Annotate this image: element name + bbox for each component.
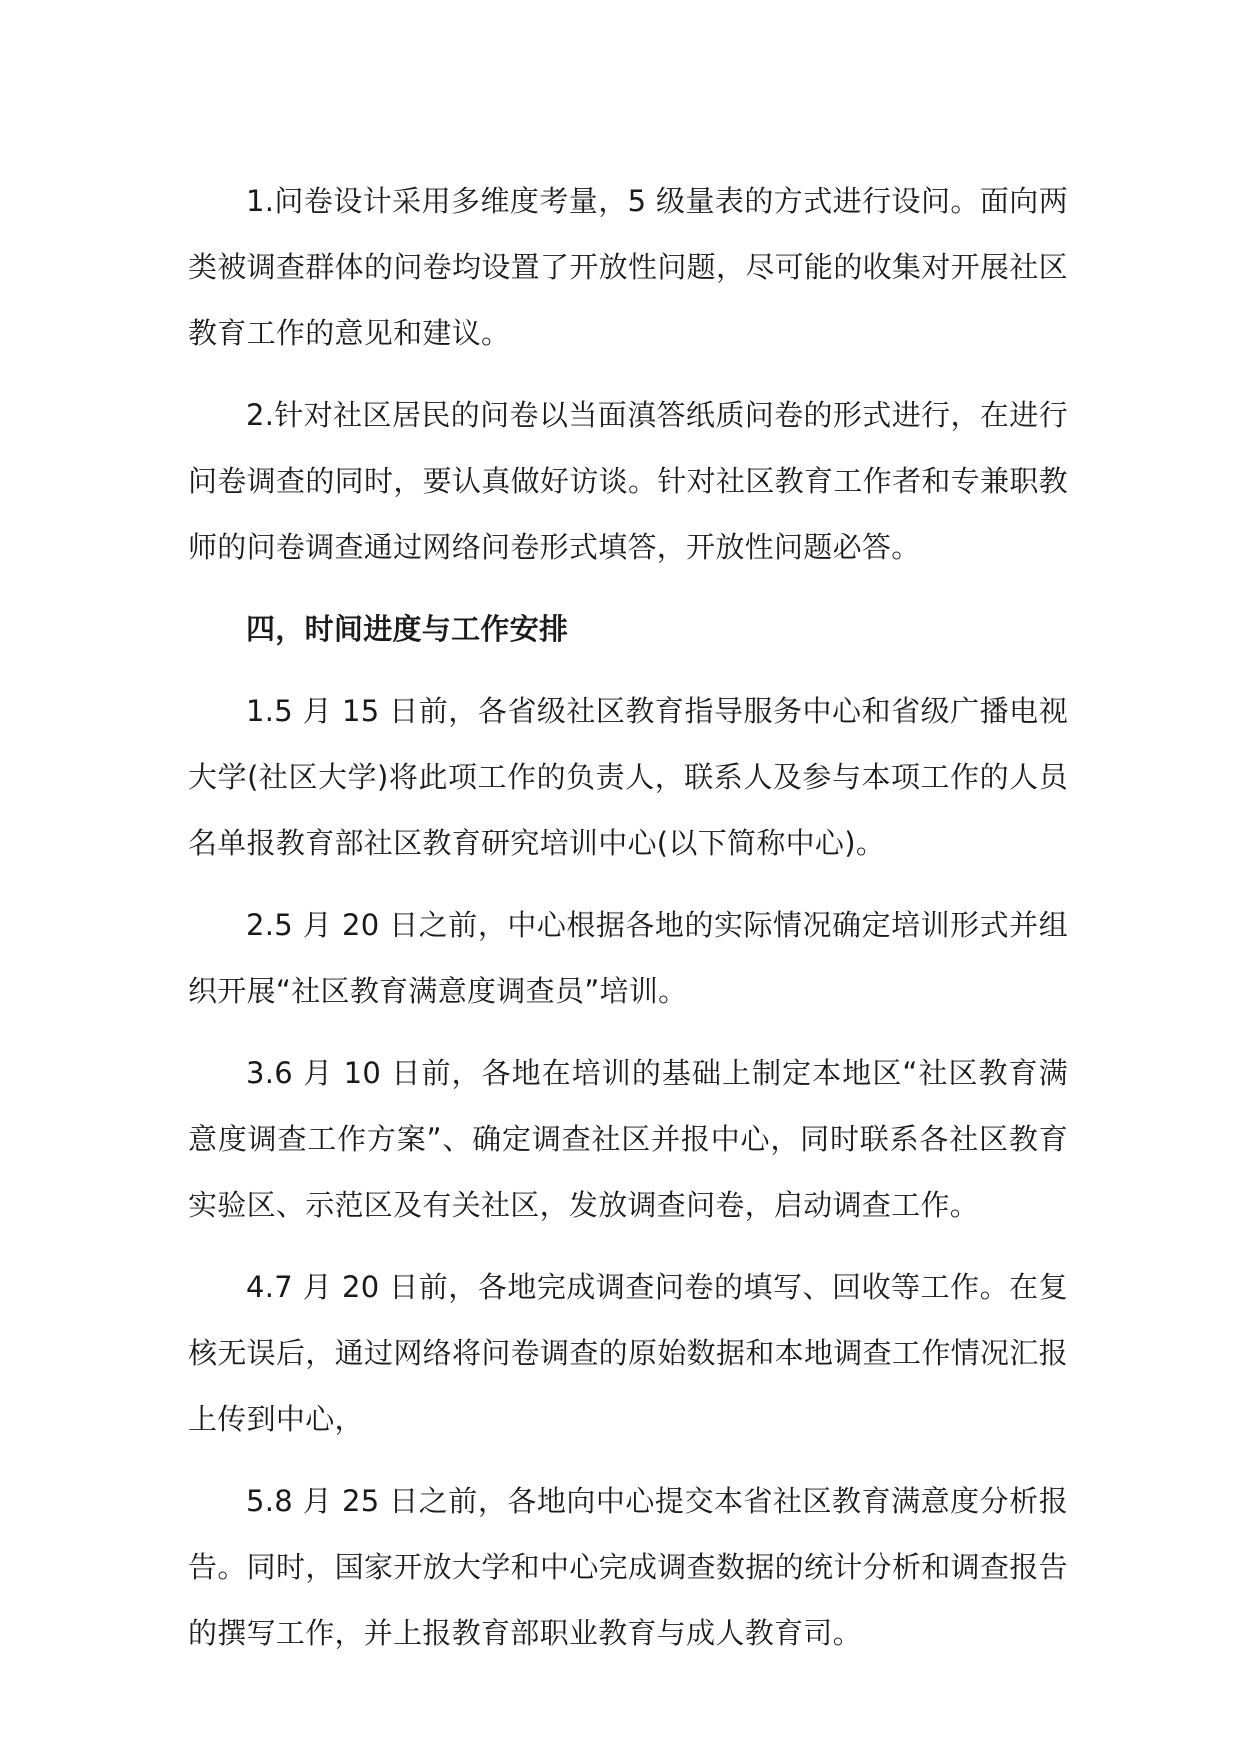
schedule-item-2: 2.5 月 20 日之前，中心根据各地的实际情况确定培训形式并组织开展“社区教育满意度调查员”培训。 bbox=[188, 908, 1068, 1008]
schedule-item-5: 5.8 月 25 日之前，各地向中心提交本省社区教育满意度分析报告。同时，国家开放大学和中心完成调查数据的统计分析和调查报告的撰写工作，并上报教育部职业教育与成人教育司。 bbox=[188, 1484, 1068, 1650]
paragraph-questionnaire-design: 1.问卷设计采用多维度考量，5 级量表的方式进行设问。面向两类被调查群体的问卷均设置了开放性问题，尽可能的收集对开展社区教育工作的意见和建议。 bbox=[188, 184, 1068, 350]
paragraph-questionnaire-method: 2.针对社区居民的问卷以当面滇答纸质问卷的形式进行，在进行问卷调查的同时，要认真做好访谈。针对社区教育工作者和专兼职教师的问卷调查通过网络问卷形式填答，开放性问题必答。 bbox=[188, 398, 1068, 564]
schedule-item-3: 3.6 月 10 日前，各地在培训的基础上制定本地区“社区教育满意度调查工作方案”、确定调查社区并报中心，同时联系各社区教育实验区、示范区及有关社区，发放调查问卷，启动调查工作。 bbox=[188, 1056, 1068, 1222]
schedule-item-1: 1.5 月 15 日前，各省级社区教育指导服务中心和省级广播电视大学(社区大学)将此项工作的负责人，联系人及参与本项工作的人员名单报教育部社区教育研究培训中心(以下简称中心)。 bbox=[188, 694, 1068, 860]
document-body bbox=[188, 168, 1068, 1682]
section-heading: 四，时间进度与工作安排 bbox=[246, 612, 569, 646]
schedule-item-4: 4.7 月 20 日前，各地完成调查问卷的填写、回收等工作。在复核无误后，通过网络将问卷调查的原始数据和本地调查工作情况汇报上传到中心， bbox=[188, 1270, 1068, 1436]
